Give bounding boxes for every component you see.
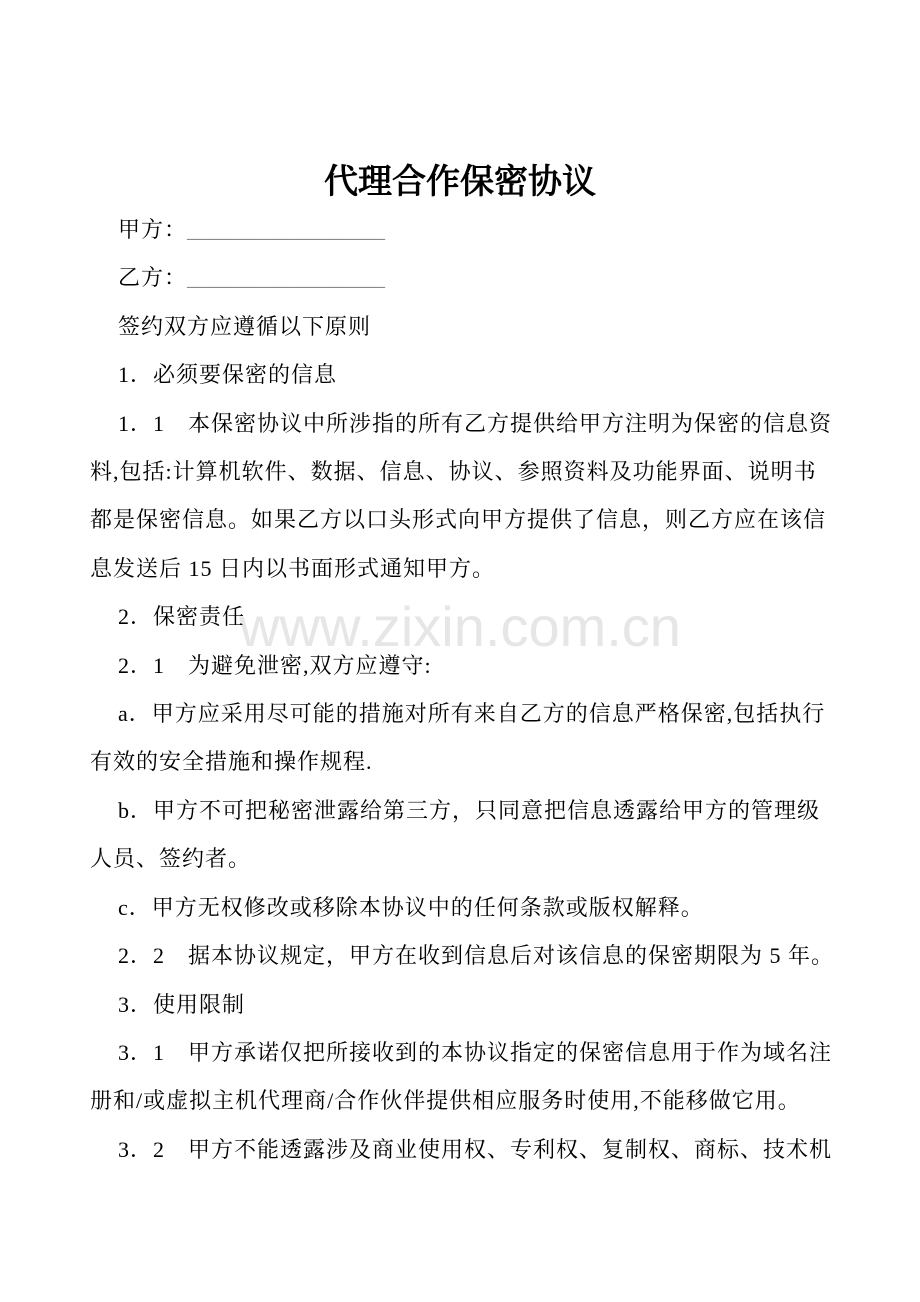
clause-1-1-line-2: 料,包括:计算机软件、数据、信息、协议、参照资料及功能界面、说明书 [90, 459, 817, 485]
party-a-blank: __________________ [187, 217, 386, 242]
party-b-line [90, 254, 832, 302]
clause-principles-line: 签约双方应遵循以下原则 [118, 313, 372, 339]
party-b-label: 乙方： [118, 265, 188, 291]
clause-2-1-line: 2．1 为避免泄密,双方应遵守: [118, 652, 432, 678]
clause-2-1-c-line: c．甲方无权修改或移除本协议中的任何条款或版权解释。 [118, 894, 704, 920]
watermark-text: www.zixin.com.cn [239, 595, 681, 658]
section-3-heading: 3．使用限制 [118, 991, 246, 1017]
clause-3-2-line-1: 3．2 甲方不能透露涉及商业使用权、专利权、复制权、商标、技术机 [118, 1136, 833, 1162]
clause-2-1-a-line-2: 有效的安全措施和操作规程. [90, 749, 373, 775]
document-title: 代理合作保密协议 [324, 164, 596, 201]
clause-1-1-line-1: 1．1 本保密协议中所涉指的所有乙方提供给甲方注明为保密的信息资 [118, 410, 833, 436]
document-body [90, 206, 835, 1174]
clause-3-1-line-2: 册和/或虚拟主机代理商/合作伙伴提供相应服务时使用,不能移做它用。 [90, 1088, 801, 1114]
clause-2-1-b-line-2: 人员、签约者。 [90, 846, 252, 872]
party-a-line [90, 206, 832, 254]
section-1-heading: 1．必须要保密的信息 [118, 362, 338, 388]
party-b-blank: __________________ [187, 265, 386, 291]
clause-1-1-line-3: 都是保密信息。如果乙方以口头形式向甲方提供了信息，则乙方应在该信 [90, 507, 827, 533]
party-a-label: 甲方： [118, 217, 188, 242]
section-2-heading: 2．保密责任 [118, 604, 246, 630]
clause-1-1-line-4: 息发送后 15 日内以书面形式通知甲方。 [90, 555, 496, 581]
clause-2-2-line: 2．2 据本协议规定，甲方在收到信息后对该信息的保密期限为 5 年。 [118, 943, 835, 969]
clause-2-1-b-line-1: b．甲方不可把秘密泄露给第三方，只同意把信息透露给甲方的管理级 [118, 797, 821, 823]
clause-3-1-line-1: 3．1 甲方承诺仅把所接收到的本协议指定的保密信息用于作为域名注 [118, 1039, 833, 1065]
clause-2-1-a-line-1: a．甲方应采用尽可能的措施对所有来自乙方的信息严格保密,包括执行 [118, 701, 826, 727]
